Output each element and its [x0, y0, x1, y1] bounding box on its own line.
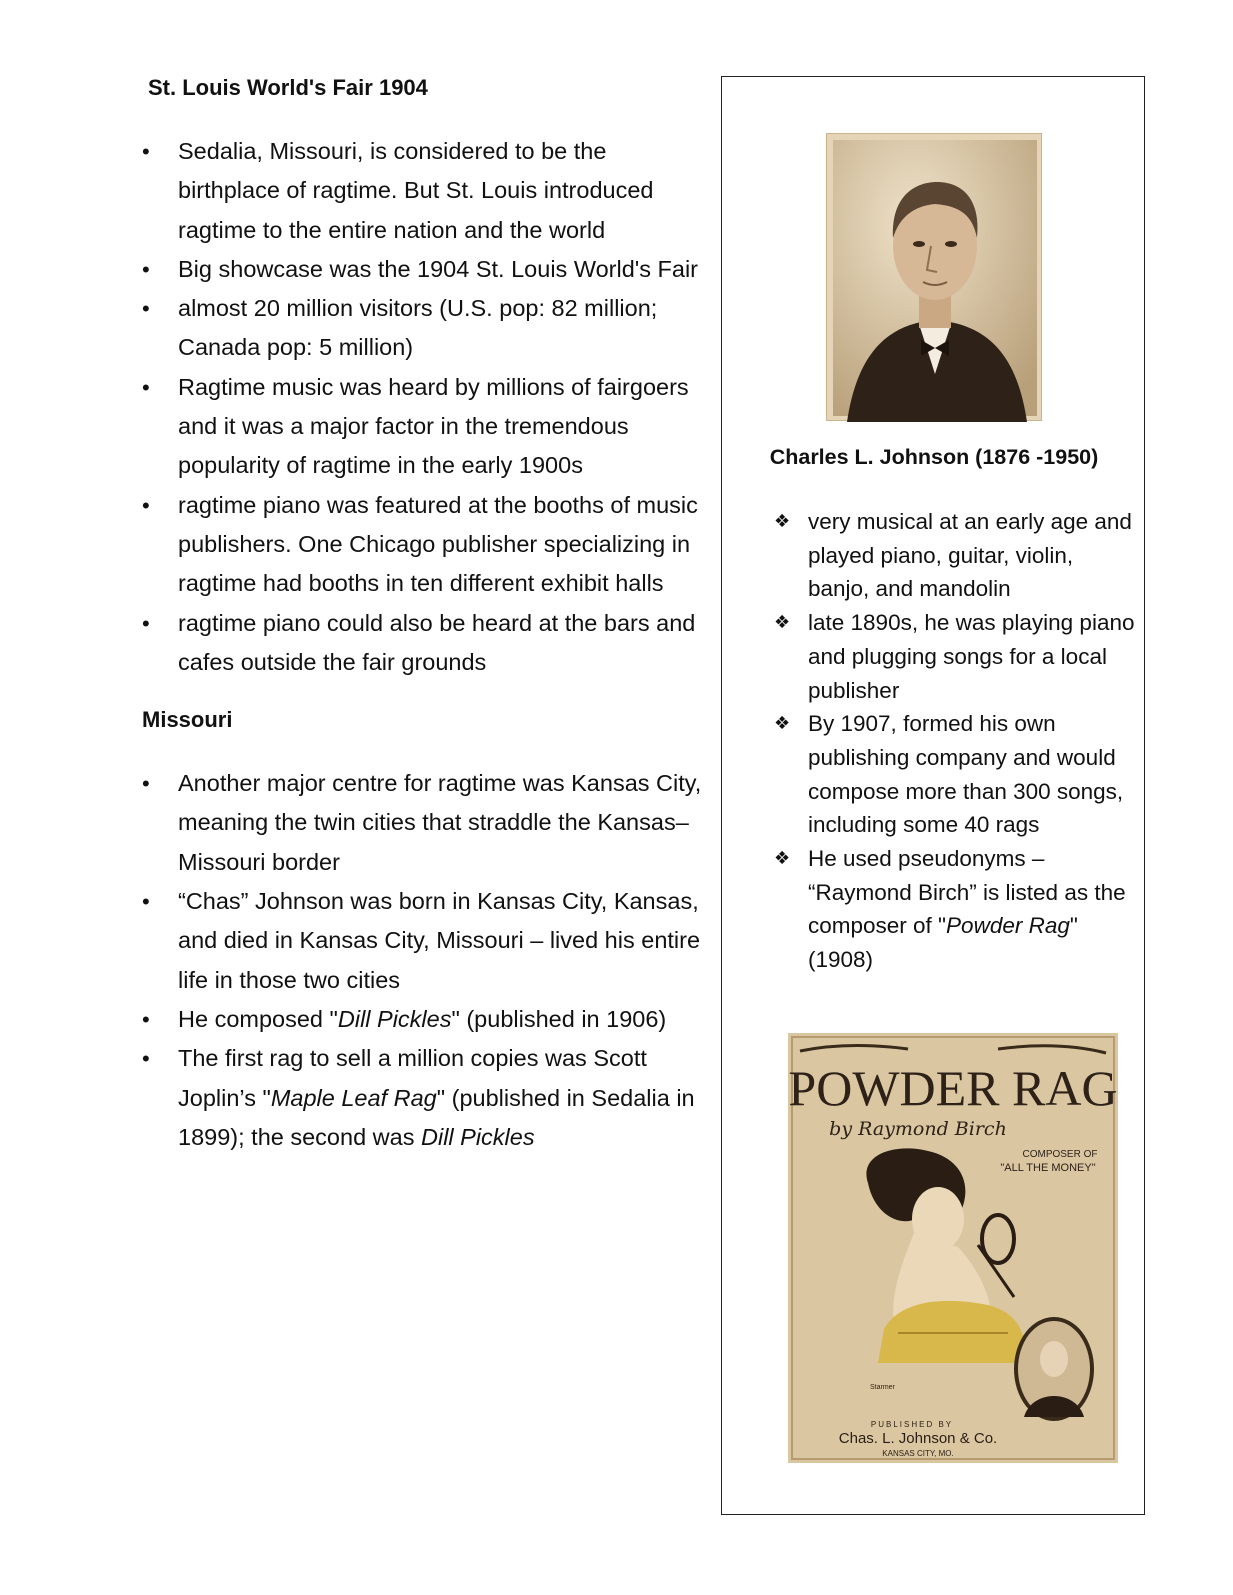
list-item	[142, 1000, 702, 1039]
section-heading-worlds-fair: St. Louis World's Fair 1904	[148, 75, 428, 100]
cover-byline: by Raymond Birch	[829, 1118, 1007, 1140]
sheet-music-cover	[788, 1033, 1118, 1463]
published-by-label: PUBLISHED BY	[870, 1420, 954, 1429]
artist-signature: Starmer	[870, 1384, 895, 1391]
publisher-city: KANSAS CITY, MO.	[882, 1449, 954, 1458]
diamond-bullet-icon: ❖	[774, 848, 791, 869]
list-item	[774, 606, 1139, 707]
text-run: The first rag to sell a million copies was Scott Joplin’s "	[178, 1045, 647, 1111]
list-item: • Ragtime music was heard by millions of fairgoers and it was a major factor in the tremendous popularity of ragtime in the early 1900s	[142, 368, 702, 486]
composer-note-line-2: "ALL THE MONEY"	[1000, 1162, 1096, 1174]
song-title: Dill Pickles	[421, 1123, 535, 1150]
text-run: late 1890s, he was playing piano and plugging songs for a local publisher	[808, 610, 1135, 703]
section-heading-missouri: Missouri	[142, 707, 233, 733]
johnson-bullet-list	[774, 505, 1139, 977]
list-item	[774, 505, 1139, 606]
list-item	[774, 842, 1139, 977]
list-item: • ragtime piano was featured at the booths of music publishers. One Chicago publisher specializing in ragtime had booths in ten different exhibit halls	[142, 486, 702, 604]
list-item: • “Chas” Johnson was born in Kansas City, Kansas, and died in Kansas City, Missouri – lived his entire life in those two cities	[142, 882, 702, 1000]
list-item	[142, 1039, 702, 1157]
worlds-fair-bullet-list	[142, 132, 702, 682]
portrait-caption: Charles L. Johnson (1876 -1950)	[769, 445, 1099, 469]
text-run: By 1907, formed his own publishing company and would compose more than 300 songs, including some 40 rags	[808, 711, 1124, 838]
sidebar-box	[721, 76, 1145, 1515]
song-title: Maple Leaf Rag	[270, 1084, 437, 1111]
list-item: • Big showcase was the 1904 St. Louis World's Fair	[142, 250, 702, 289]
text-run: " (published in Sedalia in 1899); the second was	[178, 1084, 695, 1150]
text-run: very musical at an early age and played piano, guitar, violin, banjo, and mandolin	[808, 509, 1132, 602]
diamond-bullet-icon: ❖	[774, 612, 791, 633]
song-title: Dill Pickles	[337, 1005, 452, 1032]
portrait-photo	[826, 133, 1042, 421]
text-run: " (1908)	[808, 913, 1078, 973]
text-run: " (published in 1906)	[451, 1005, 667, 1032]
text-run: He used pseudonyms – “Raymond Birch” is listed as the composer of "	[808, 846, 1126, 939]
list-item: • almost 20 million visitors (U.S. pop: 82 million; Canada pop: 5 million)	[142, 289, 702, 368]
left-column	[142, 70, 702, 1157]
song-title: Powder Rag	[946, 913, 1070, 939]
list-item: • Sedalia, Missouri, is considered to be the birthplace of ragtime. But St. Louis introduced ragtime to the entire nation and the world	[142, 132, 702, 250]
diamond-bullet-icon: ❖	[774, 511, 791, 531]
sheet-music-illustration	[788, 1033, 1118, 1463]
list-item: • ragtime piano could also be heard at the bars and cafes outside the fair grounds	[142, 604, 702, 683]
cover-title: POWDER RAG	[788, 1060, 1118, 1116]
list-item	[774, 707, 1139, 842]
portrait-illustration	[827, 134, 1043, 422]
text-run: He composed "	[178, 1005, 338, 1032]
publisher-name: Chas. L. Johnson & Co.	[838, 1430, 998, 1447]
list-item: • Another major centre for ragtime was Kansas City, meaning the twin cities that straddle the Kansas–Missouri border	[142, 764, 702, 882]
composer-note-line-1: COMPOSER OF	[1022, 1149, 1098, 1160]
diamond-bullet-icon: ❖	[774, 713, 791, 734]
missouri-bullet-list	[142, 764, 702, 1157]
